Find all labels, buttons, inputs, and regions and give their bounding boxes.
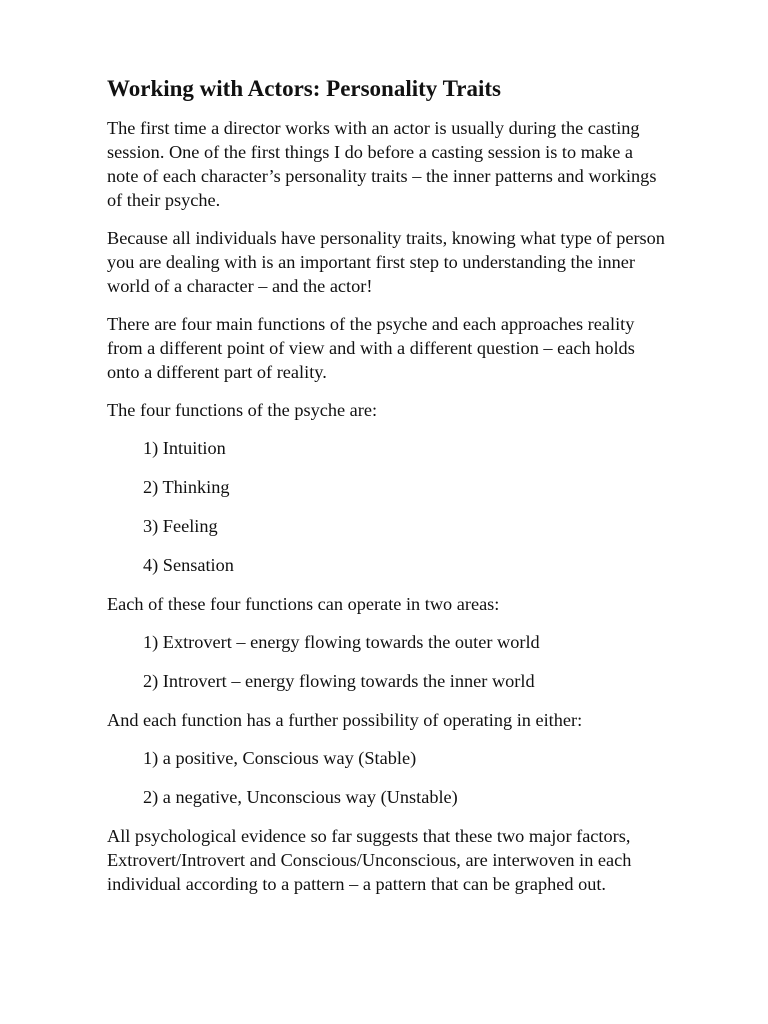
list-item-intuition: 1) Intuition [143,438,226,458]
paragraph-areas-intro: Each of these four functions can operate in two areas: [107,594,500,614]
list-item-extrovert: 1) Extrovert – energy flowing towards the outer world [143,632,540,652]
modes-list [107,746,667,809]
list-item-conscious: 1) a positive, Conscious way (Stable) [143,748,417,768]
list-item-feeling: 3) Feeling [143,516,218,536]
areas-list [107,630,667,693]
paragraph-modes-intro: And each function has a further possibility of operating in either: [107,710,583,730]
paragraph-personality-traits: Because all individuals have personality traits, knowing what type of person you are dealing with is an important first step to understanding the inner world of a character – and the actor! [107,228,665,296]
paragraph-four-functions: There are four main functions of the psyche and each approaches reality from a different point of view and with a different question – each holds onto a different part of reality. [107,314,635,382]
functions-list [107,436,667,577]
document-page [107,74,667,910]
paragraph-functions-intro: The four functions of the psyche are: [107,400,378,420]
list-item-thinking: 2) Thinking [143,477,230,497]
paragraph-conclusion: All psychological evidence so far suggests that these two major factors, Extrovert/Introvert and Conscious/Unconscious, are interwoven in each individual according to a pattern – a pattern that can be graphed out. [107,826,632,894]
paragraph-casting: The first time a director works with an actor is usually during the casting session. One of the first things I do before a casting session is to make a note of each character’s personality traits – the inner patterns and workings of their psyche. [107,118,657,210]
list-item-unconscious: 2) a negative, Unconscious way (Unstable) [143,787,458,807]
list-item-sensation: 4) Sensation [143,555,234,575]
list-item-introvert: 2) Introvert – energy flowing towards the inner world [143,671,535,691]
document-title: Working with Actors: Personality Traits [107,76,501,101]
